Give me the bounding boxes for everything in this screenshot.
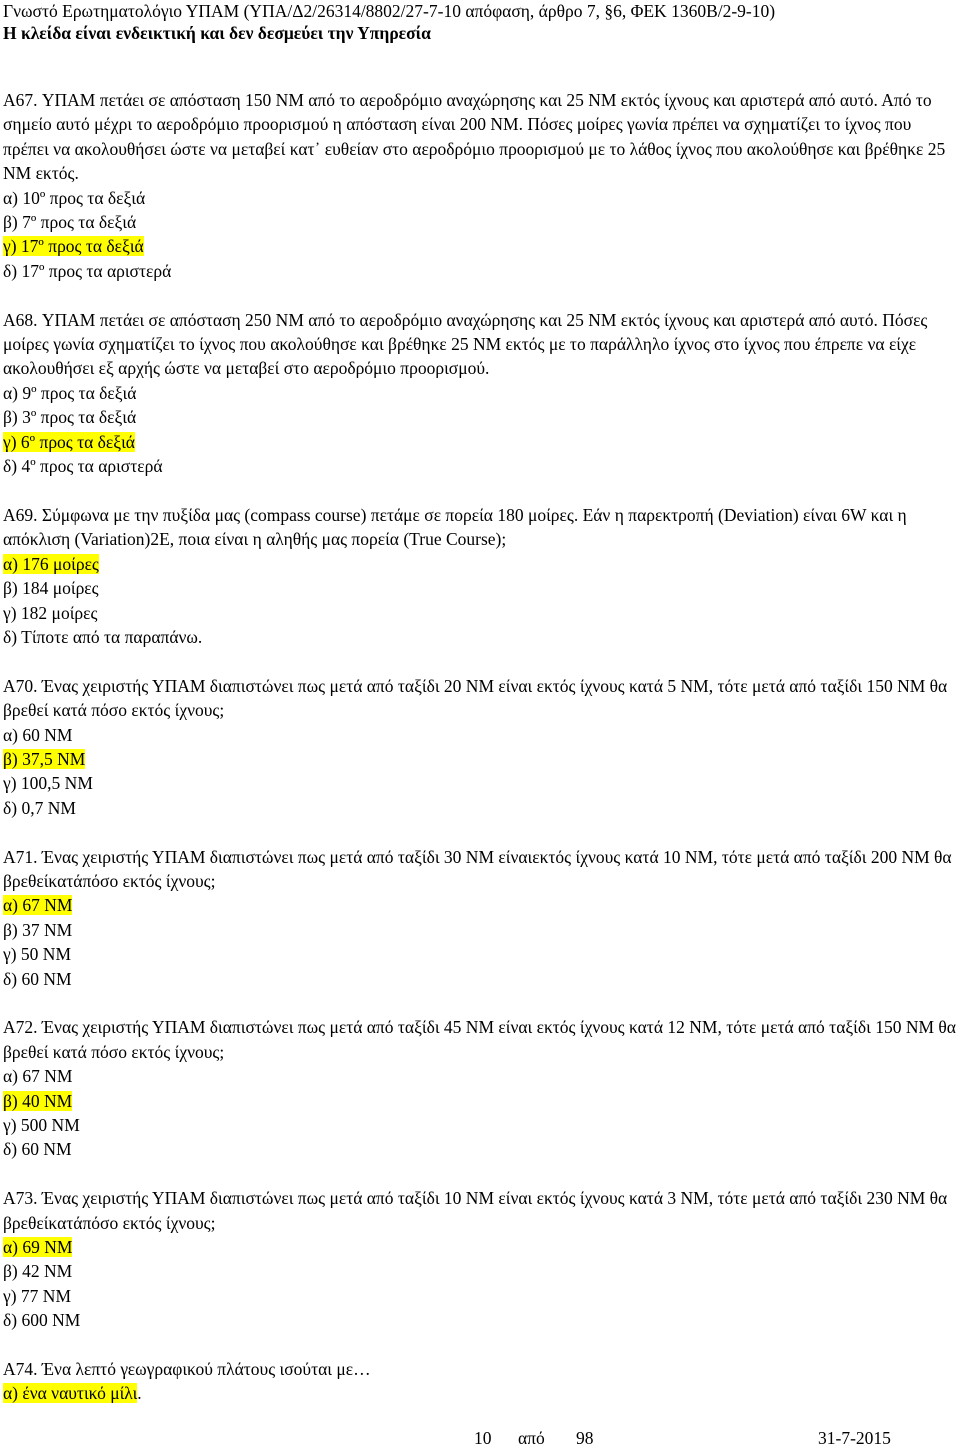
option-label: β) 40 ΝΜ xyxy=(3,1090,73,1111)
option-label: β) 184 μοίρες xyxy=(3,578,99,599)
option-label: β) 3º προς τα δεξιά xyxy=(3,407,137,428)
option-label: α) 67 ΝΜ xyxy=(3,1066,73,1087)
answer-option-correct xyxy=(3,893,958,917)
answer-option xyxy=(3,942,958,966)
option-label: γ) 77 ΝΜ xyxy=(3,1285,72,1306)
option-label: δ) Τίποτε από τα παραπάνω. xyxy=(3,626,203,647)
option-label: δ) 60 ΝΜ xyxy=(3,1139,72,1160)
option-label: γ) 500 ΝΜ xyxy=(3,1114,80,1135)
question-a67 xyxy=(3,88,958,283)
answer-option xyxy=(3,1308,958,1332)
option-label: δ) 60 ΝΜ xyxy=(3,968,72,989)
answer-option-correct xyxy=(3,552,958,576)
answer-suffix: . xyxy=(137,1383,142,1404)
answer-option xyxy=(3,381,958,405)
answer-option xyxy=(3,967,958,991)
question-a73 xyxy=(3,1186,958,1332)
correct-answer: α) ένα ναυτικό μίλι xyxy=(3,1383,138,1404)
question-text: A69. Σύμφωνα με την πυξίδα μας (compass course) πετάμε σε πορεία 180 μοίρες. Εάν η παρεκτροπή (Deviation) είναι 6W και η απόκλιση (Variation)2E, ποια είναι η αληθής μας πορεία (True Course); xyxy=(3,504,907,550)
question-text: A70. Ένας χειριστής ΥΠΑΜ διαπιστώνει πως μετά από ταξίδι 20 ΝΜ είναι εκτός ίχνους κατά 5 ΝΜ, τότε μετά από ταξίδι 150 ΝΜ θα βρεθεί κατά πόσο εκτός ίχνους; xyxy=(3,675,948,721)
page-header xyxy=(3,0,958,44)
option-label: γ) 100,5 ΝΜ xyxy=(3,773,93,794)
question-list xyxy=(3,88,958,1406)
question-text: A74. Ένα λεπτό γεωγραφικού πλάτους ισούται με… xyxy=(3,1359,371,1380)
answer-option xyxy=(3,723,958,747)
answer-option-correct xyxy=(3,747,958,771)
answer-option xyxy=(3,625,958,649)
header-title: Γνωστό Ερωτηματολόγιο ΥΠΑΜ (ΥΠΑ/Δ2/26314/8802/27-7-10 απόφαση, άρθρο 7, §6, ΦΕΚ 1360Β/2-9-10) xyxy=(3,1,776,21)
answer-option xyxy=(3,210,958,234)
option-label: γ) 17º προς τα δεξιά xyxy=(3,236,144,257)
question-a72 xyxy=(3,1015,958,1161)
answer-option xyxy=(3,454,958,478)
question-a69 xyxy=(3,503,958,649)
question-text: A68. ΥΠΑΜ πετάει σε απόσταση 250 ΝΜ από το αεροδρόμιο αναχώρησης και 25 ΝΜ εκτός ίχνους και αριστερά από αυτό. Πόσες μοίρες γωνία σχηματίζει το ίχνος που ακολούθησε και βρέθηκε 25 ΝΜ εκτός με το παράλληλο ίχνος στο ίχνος που έπρεπε να είχε ακολουθήσει εξ αρχής ώστε να μεταβεί στο αεροδρόμιο προορισμού. xyxy=(3,309,928,379)
answer-option xyxy=(3,1064,958,1088)
option-label: γ) 6º προς τα δεξιά xyxy=(3,431,135,452)
option-label: α) 60 ΝΜ xyxy=(3,724,73,745)
page-total: 98 xyxy=(576,1428,594,1448)
answer-option xyxy=(3,405,958,429)
question-text: A67. ΥΠΑΜ πετάει σε απόσταση 150 ΝΜ από το αεροδρόμιο αναχώρησης και 25 ΝΜ εκτός ίχνους και αριστερά από αυτό. Από το σημείο αυτό μέχρι το αεροδρόμιο προορισμού η απόσταση είναι 200 ΝΜ. Πόσες μοίρες γωνία πρέπει να σχηματίζει το ίχνος που πρέπει να ακολουθήσει ώστε να μεταβεί κατ᾽ ευθείαν στο αεροδρόμιο προορισμού με το λάθος ίχνος που ακολούθησε και βρέθηκε 25 ΝΜ εκτός. xyxy=(3,90,946,184)
header-disclaimer: Η κλείδα είναι ενδεικτική και δεν δεσμεύει την Υπηρεσία xyxy=(3,23,431,43)
option-label: α) 176 μοίρες xyxy=(3,553,99,574)
option-label: α) 67 ΝΜ xyxy=(3,895,73,916)
question-text: A72. Ένας χειριστής ΥΠΑΜ διαπιστώνει πως μετά από ταξίδι 45 ΝΜ είναι εκτός ίχνους κατά 12 ΝΜ, τότε μετά από ταξίδι 150 ΝΜ θα βρεθεί κατά πόσο εκτός ίχνους; xyxy=(3,1017,956,1062)
answer-option xyxy=(3,259,958,283)
option-label: δ) 0,7 ΝΜ xyxy=(3,797,76,818)
question-text: A71. Ένας χειριστής ΥΠΑΜ διαπιστώνει πως μετά από ταξίδι 30 ΝΜ είναιεκτός ίχνους κατά 10 ΝΜ, τότε μετά από ταξίδι 200 ΝΜ θα βρεθείκατάπόσο εκτός ίχνους; xyxy=(3,846,952,891)
footer-date: 31-7-2015 xyxy=(818,1428,891,1448)
answer-option xyxy=(3,576,958,600)
answer-option xyxy=(3,918,958,942)
option-label: δ) 17º προς τα αριστερά xyxy=(3,260,172,281)
option-label: δ) 4º προς τα αριστερά xyxy=(3,456,163,477)
option-label: β) 7º προς τα δεξιά xyxy=(3,212,137,233)
answer-line xyxy=(3,1381,958,1405)
answer-option xyxy=(3,601,958,625)
question-a68 xyxy=(3,308,958,479)
option-label: δ) 600 ΝΜ xyxy=(3,1310,81,1331)
answer-option-correct xyxy=(3,1089,958,1113)
page-number: 10 xyxy=(474,1428,492,1448)
option-label: α) 10º προς τα δεξιά xyxy=(3,187,146,208)
answer-option xyxy=(3,796,958,820)
answer-option xyxy=(3,1284,958,1308)
option-label: γ) 182 μοίρες xyxy=(3,602,98,623)
answer-option xyxy=(3,1113,958,1137)
answer-option-correct xyxy=(3,1235,958,1259)
question-a71 xyxy=(3,845,958,991)
option-label: β) 37,5 ΝΜ xyxy=(3,748,86,769)
answer-option-correct xyxy=(3,430,958,454)
answer-option xyxy=(3,1137,958,1161)
question-text: A73. Ένας χειριστής ΥΠΑΜ διαπιστώνει πως μετά από ταξίδι 10 ΝΜ είναι εκτός ίχνους κατά 3 ΝΜ, τότε μετά από ταξίδι 230 ΝΜ θα βρεθείκατάπόσο εκτός ίχνους; xyxy=(3,1188,948,1233)
page-footer xyxy=(0,1428,960,1449)
option-label: α) 69 ΝΜ xyxy=(3,1237,73,1257)
question-a74 xyxy=(3,1357,958,1406)
answer-option xyxy=(3,771,958,795)
page-of-word: από xyxy=(518,1428,545,1448)
question-a70 xyxy=(3,674,958,820)
answer-option xyxy=(3,186,958,210)
option-label: γ) 50 ΝΜ xyxy=(3,944,72,965)
option-label: β) 42 ΝΜ xyxy=(3,1261,73,1282)
answer-option-correct xyxy=(3,234,958,258)
answer-option xyxy=(3,1259,958,1283)
option-label: α) 9º προς τα δεξιά xyxy=(3,382,137,403)
option-label: β) 37 ΝΜ xyxy=(3,919,73,940)
